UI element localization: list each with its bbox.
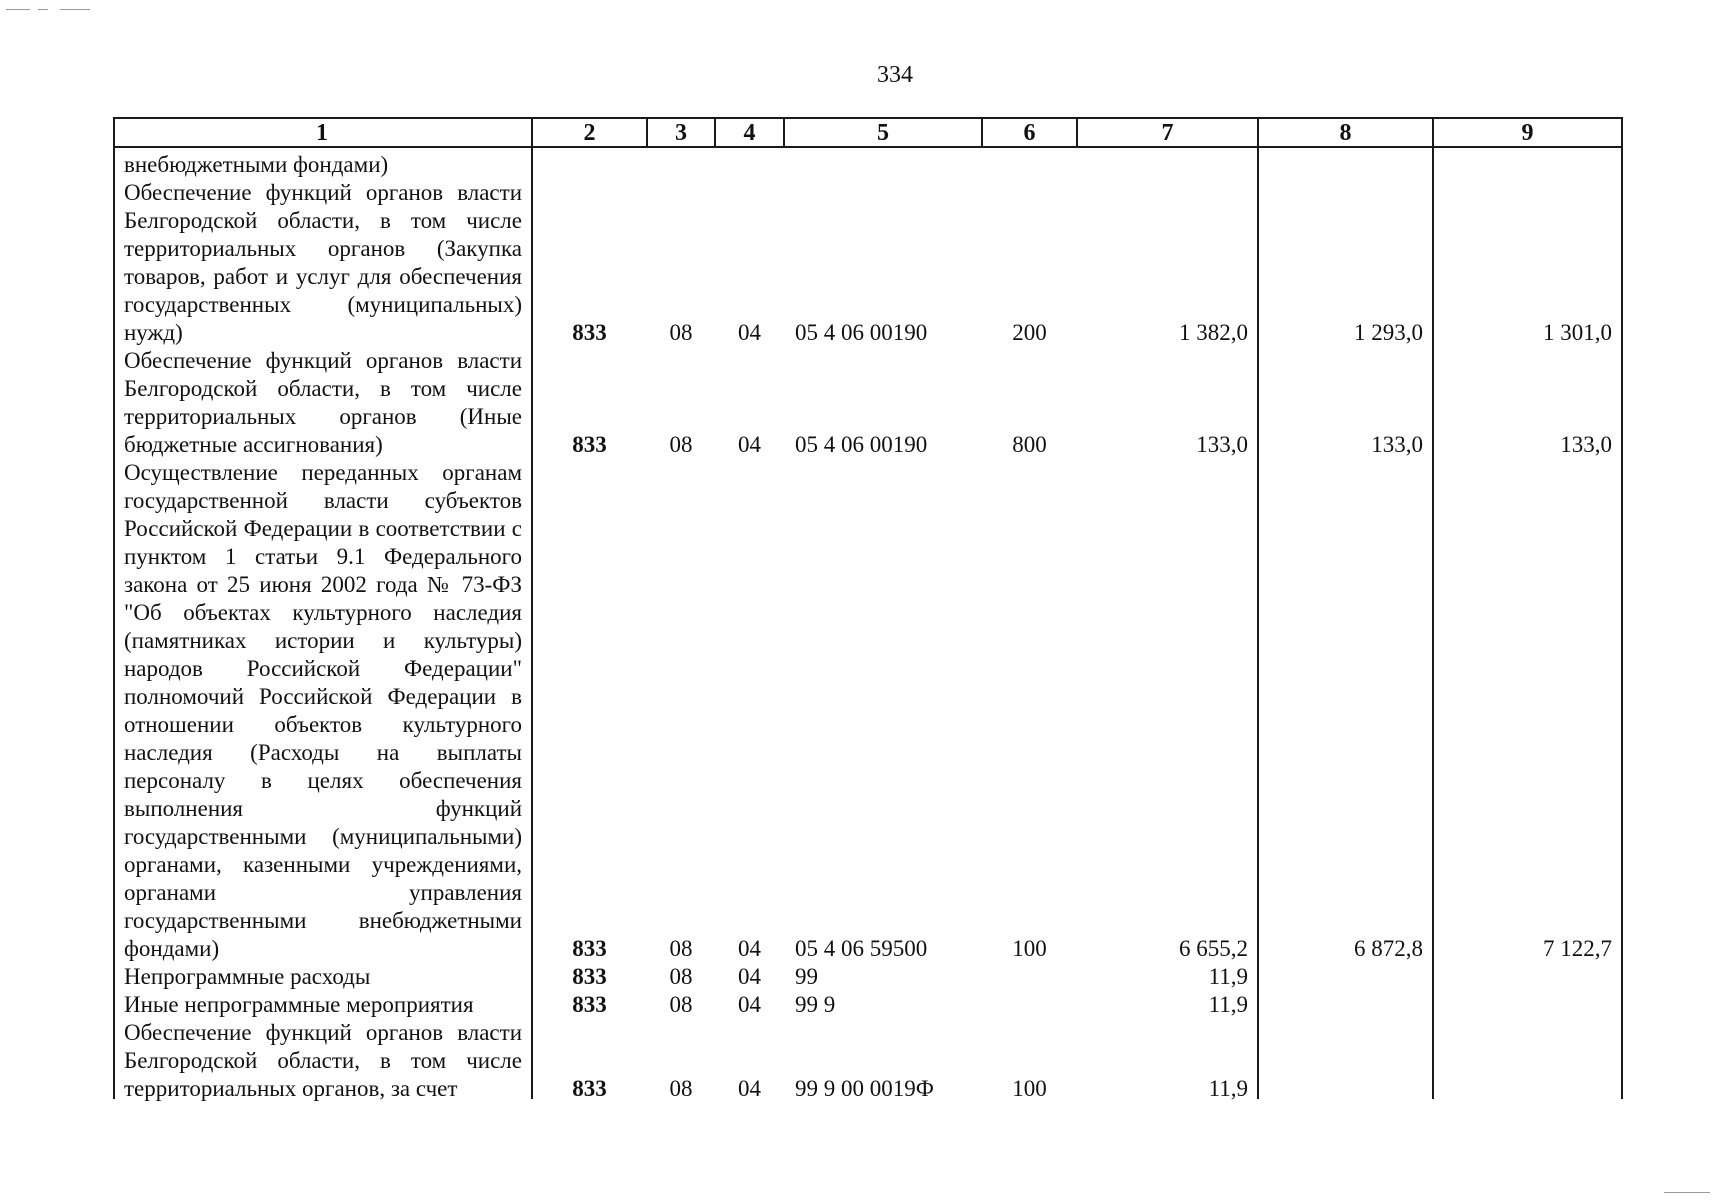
column-header: 2	[583, 120, 596, 146]
cell-amount-year1: 1 382,0	[1179, 320, 1248, 345]
row-description: Обеспечение функций органов власти Белгородской области, в том числе территориальных органов (Закупка товаров, работ и услуг для обеспечения государственных (муниципальных) нужд)	[124, 180, 522, 345]
cell-expense-type: 100	[1012, 1076, 1047, 1101]
cell-target-item: 05 4 06 59500	[795, 936, 928, 961]
column-header: 7	[1161, 120, 1174, 146]
cell-expense-type: 200	[1012, 320, 1047, 345]
row-description: Осуществление переданных органам государственной власти субъектов Российской Федерации в соответствии с пунктом 1 статьи 9.1 Федерального закона от 25 июня 2002 года № 73-ФЗ "Об объектах культурного наследия (памятниках истории и культуры) народов Российской Федерации" полномочий Российской Федерации в отношении объектов культурного наследия (Расходы на выплаты персоналу в целях обеспечения выполнения функций государственными (муниципальными) органами, казенными учреждениями, органами управления государственными внебюджетными фондами)	[124, 460, 522, 961]
cell-chapter: 833	[572, 320, 607, 345]
budget-table	[113, 117, 1623, 1099]
cell-section: 08	[669, 432, 693, 457]
scan-mark	[6, 9, 30, 10]
cell-section: 08	[669, 1076, 693, 1101]
column-header: 9	[1521, 120, 1534, 146]
cell-chapter: 833	[572, 1076, 607, 1101]
cell-subsection: 04	[738, 992, 761, 1017]
cell-amount-year2: 133,0	[1371, 432, 1423, 457]
cell-subsection: 04	[738, 936, 761, 961]
table-border-right	[1621, 117, 1623, 1099]
row-description: Иные непрограммные мероприятия	[124, 992, 474, 1017]
cell-chapter: 833	[572, 936, 607, 961]
cell-expense-type: 100	[1012, 936, 1047, 961]
cell-subsection: 04	[738, 964, 761, 989]
cell-target-item: 05 4 06 00190	[795, 432, 928, 457]
cell-amount-year2: 1 293,0	[1354, 320, 1423, 345]
cell-amount-year3: 7 122,7	[1543, 936, 1612, 961]
cell-subsection: 04	[738, 1076, 761, 1101]
scan-mark	[38, 9, 48, 10]
column-header: 1	[316, 120, 328, 146]
row-description: Непрограммные расходы	[124, 964, 371, 989]
scan-mark	[60, 9, 90, 10]
cell-amount-year1: 6 655,2	[1179, 936, 1248, 961]
column-header: 3	[675, 120, 687, 146]
column-header: 5	[877, 120, 889, 146]
row-description: Обеспечение функций органов власти Белгородской области, в том числе территориальных органов (Иные бюджетные ассигнования)	[124, 348, 522, 457]
cell-amount-year2: 6 872,8	[1354, 936, 1423, 961]
column-header: 4	[743, 120, 756, 146]
cell-chapter: 833	[572, 992, 607, 1017]
cell-amount-year1: 11,9	[1208, 964, 1248, 989]
cell-target-item: 99 9 00 0019Ф	[795, 1076, 934, 1101]
cell-amount-year1: 11,9	[1208, 992, 1248, 1017]
cell-section: 08	[669, 964, 693, 989]
cell-amount-year1: 11,9	[1208, 1076, 1248, 1101]
cell-section: 08	[669, 320, 693, 345]
cell-subsection: 04	[738, 432, 761, 457]
table-border-left	[113, 117, 115, 1099]
page-number: 334	[877, 62, 913, 88]
cell-amount-year3: 133,0	[1560, 432, 1612, 457]
cell-subsection: 04	[738, 320, 761, 345]
scan-mark	[1664, 1192, 1710, 1193]
cell-target-item: 99	[795, 964, 818, 989]
cell-target-item: 05 4 06 00190	[795, 320, 928, 345]
column-header: 8	[1339, 120, 1352, 146]
cell-target-item: 99 9	[795, 992, 836, 1017]
description-column	[124, 151, 522, 1103]
cell-expense-type: 800	[1012, 432, 1047, 457]
row-description: Обеспечение функций органов власти Белгородской области, в том числе территориальных органов, за счет	[124, 1020, 522, 1101]
row-description: внебюджетными фондами)	[124, 152, 389, 177]
column-header: 6	[1023, 120, 1036, 146]
cell-section: 08	[669, 992, 693, 1017]
cell-amount-year3: 1 301,0	[1543, 320, 1612, 345]
cell-chapter: 833	[572, 964, 607, 989]
cell-chapter: 833	[572, 432, 607, 457]
cell-amount-year1: 133,0	[1196, 432, 1248, 457]
cell-section: 08	[669, 936, 693, 961]
